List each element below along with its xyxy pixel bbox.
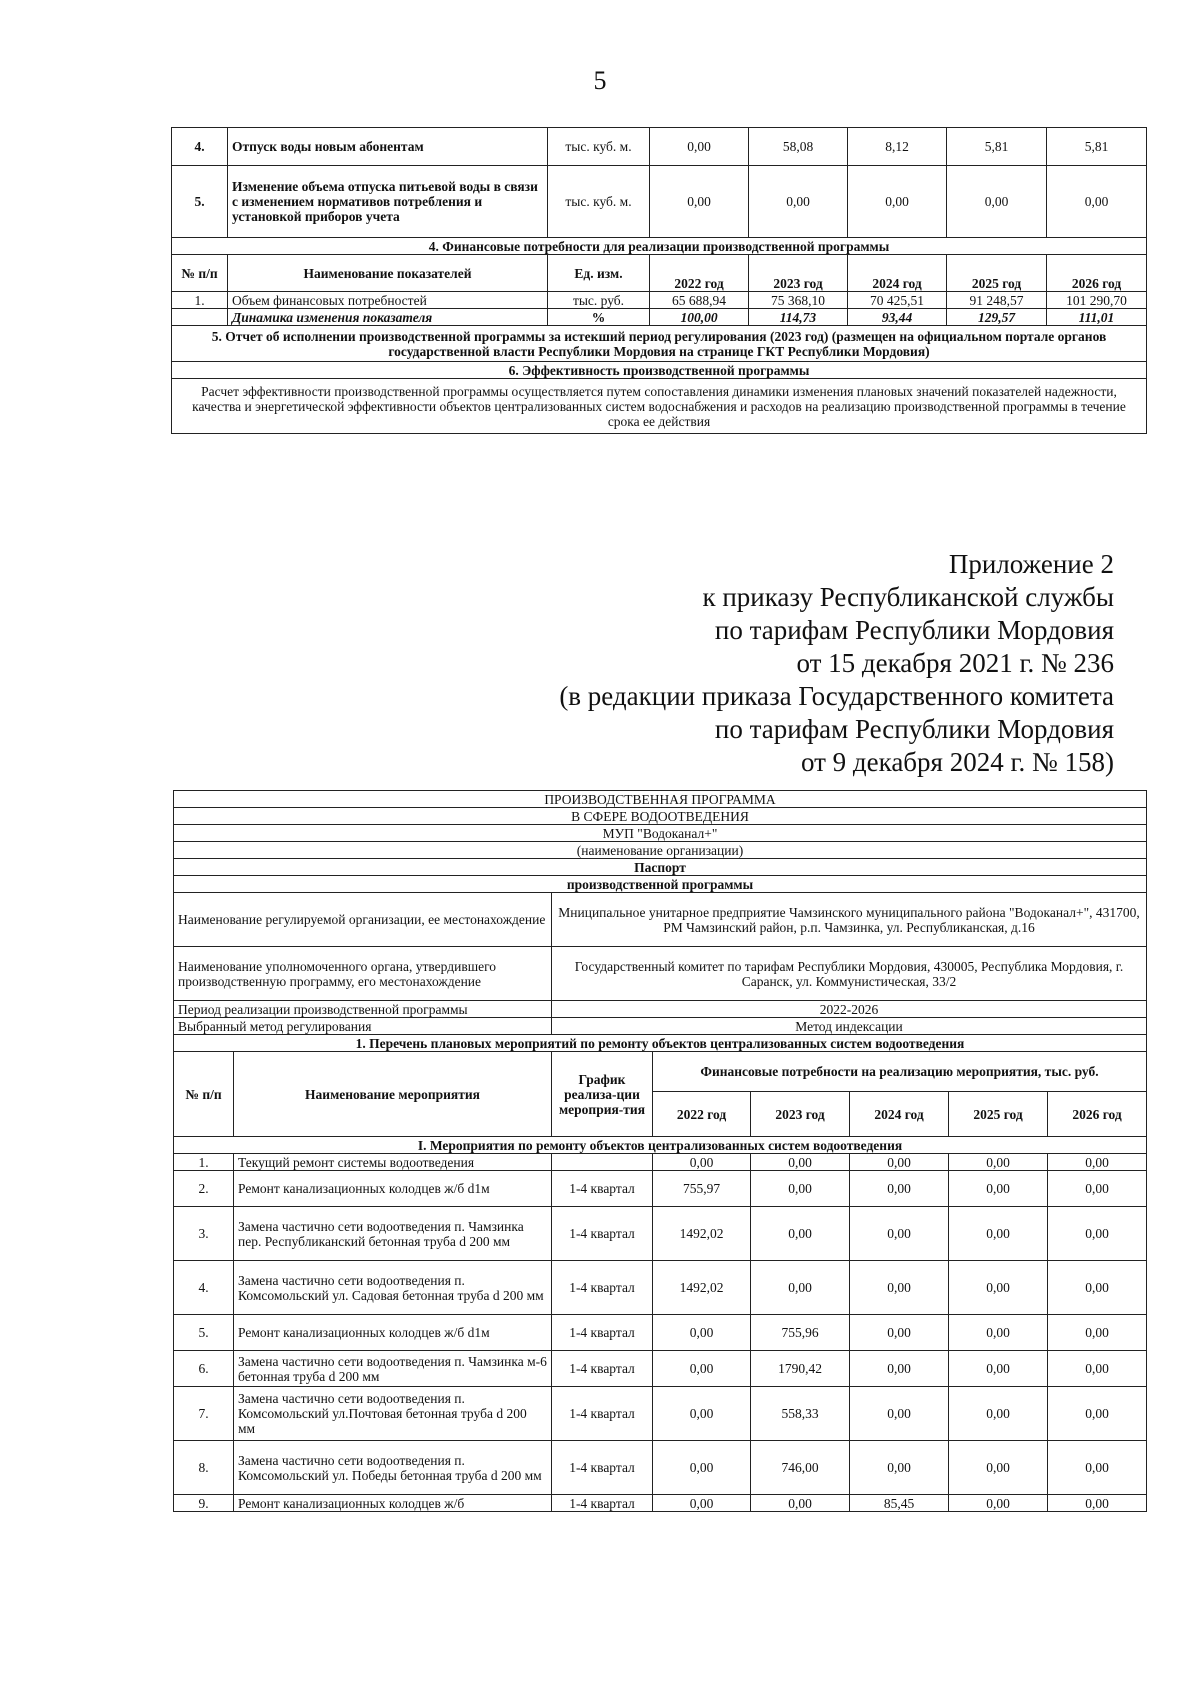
table-row xyxy=(172,292,1147,309)
table-row xyxy=(174,1154,1147,1171)
value-cell: 0,00 xyxy=(653,1315,751,1351)
section-title: 4. Финансовые потребности для реализации производственной программы xyxy=(172,238,1147,255)
indicator-name: Динамика изменения показателя xyxy=(228,309,548,326)
value-cell: 93,44 xyxy=(848,309,947,326)
value-cell: 746,00 xyxy=(751,1441,850,1495)
header-year: 2025 год xyxy=(947,255,1047,292)
appendix-line: Приложение 2 xyxy=(948,549,1114,579)
value-cell: 0,00 xyxy=(1048,1171,1147,1207)
top-table xyxy=(171,127,1147,434)
organization-name: МУП "Водоканал+" xyxy=(174,825,1147,842)
value-cell: 0,00 xyxy=(653,1387,751,1441)
passport-subtitle: производственной программы xyxy=(174,876,1147,893)
info-row xyxy=(174,1018,1147,1035)
schedule-cell: 1-4 квартал xyxy=(552,1171,653,1207)
activity-name: Замена частично сети водоотведения п. Комсомольский ул. Садовая бетонная труба d 200 мм xyxy=(234,1261,552,1315)
info-value: Государственный комитет по тарифам Республики Мордовия, 430005, Республика Мордовия, г. Саранск, ул. Коммунистическая, 33/2 xyxy=(552,947,1147,1001)
activity-name: Ремонт канализационных колодцев ж/б d1м xyxy=(234,1315,552,1351)
row-number: 6. xyxy=(174,1351,234,1387)
value-cell: 0,00 xyxy=(949,1261,1048,1315)
value-cell: 0,00 xyxy=(749,166,848,238)
value-cell: 0,00 xyxy=(850,1441,949,1495)
row-number: 4. xyxy=(172,128,228,166)
header-year: 2022 год xyxy=(650,255,749,292)
table-row xyxy=(174,1171,1147,1207)
header-year: 2024 год xyxy=(848,255,947,292)
value-cell: 755,97 xyxy=(653,1171,751,1207)
indicator-name: Отпуск воды новым абонентам xyxy=(228,128,548,166)
row-number: 2. xyxy=(174,1171,234,1207)
value-cell: 1790,42 xyxy=(751,1351,850,1387)
info-value: 2022-2026 xyxy=(552,1001,1147,1018)
activity-name: Текущий ремонт системы водоотведения xyxy=(234,1154,552,1171)
value-cell: 0,00 xyxy=(850,1387,949,1441)
program-subtitle: В СФЕРЕ ВОДООТВЕДЕНИЯ xyxy=(174,808,1147,825)
header-financial: Финансовые потребности на реализацию мероприятия, тыс. руб. xyxy=(653,1052,1147,1092)
header-year: 2024 год xyxy=(850,1092,949,1137)
value-cell: 0,00 xyxy=(850,1351,949,1387)
info-row xyxy=(174,893,1147,947)
table-row xyxy=(172,166,1147,238)
header-row xyxy=(174,1052,1147,1092)
value-cell: 0,00 xyxy=(949,1154,1048,1171)
value-cell: 0,00 xyxy=(653,1495,751,1512)
header-year: 2023 год xyxy=(749,255,848,292)
program-table xyxy=(173,790,1147,1512)
value-cell: 0,00 xyxy=(653,1154,751,1171)
row-number: 7. xyxy=(174,1387,234,1441)
value-cell: 58,08 xyxy=(749,128,848,166)
program-title: ПРОИЗВОДСТВЕННАЯ ПРОГРАММА xyxy=(174,791,1147,808)
value-cell: 5,81 xyxy=(947,128,1047,166)
table-row xyxy=(174,1441,1147,1495)
table-row xyxy=(174,1495,1147,1512)
appendix-line: от 15 декабря 2021 г. № 236 xyxy=(796,648,1114,678)
row-number: 5. xyxy=(172,166,228,238)
info-label: Период реализации производственной программы xyxy=(174,1001,552,1018)
value-cell: 0,00 xyxy=(1048,1351,1147,1387)
schedule-cell: 1-4 квартал xyxy=(552,1495,653,1512)
schedule-cell: 1-4 квартал xyxy=(552,1441,653,1495)
value-cell: 114,73 xyxy=(749,309,848,326)
value-cell: 70 425,51 xyxy=(848,292,947,309)
appendix-line: по тарифам Республики Мордовия xyxy=(714,615,1114,645)
value-cell: 75 368,10 xyxy=(749,292,848,309)
value-cell: 0,00 xyxy=(1048,1495,1147,1512)
value-cell: 0,00 xyxy=(1048,1441,1147,1495)
value-cell: 0,00 xyxy=(949,1171,1048,1207)
indicator-name: Изменение объема отпуска питьевой воды в связи с изменением нормативов потребления и установкой приборов учета xyxy=(228,166,548,238)
table-row xyxy=(174,1261,1147,1315)
section-row xyxy=(172,238,1147,255)
info-label: Выбранный метод регулирования xyxy=(174,1018,552,1035)
schedule-cell: 1-4 квартал xyxy=(552,1261,653,1315)
value-cell: 0,00 xyxy=(650,128,749,166)
info-row xyxy=(174,947,1147,1001)
value-cell: 1492,02 xyxy=(653,1207,751,1261)
header-year: 2026 год xyxy=(1048,1092,1147,1137)
section-row xyxy=(172,379,1147,434)
value-cell: 85,45 xyxy=(850,1495,949,1512)
info-value: Мниципальное унитарное предприятие Чамзинского муниципального района "Водоканал+", 431700, РМ Чамзинский район, р.п. Чамзинка, ул. Республиканская, д.16 xyxy=(552,893,1147,947)
value-cell: 0,00 xyxy=(1048,1261,1147,1315)
section-row xyxy=(172,362,1147,379)
activity-name: Ремонт канализационных колодцев ж/б xyxy=(234,1495,552,1512)
header-year: 2022 год xyxy=(653,1092,751,1137)
unit-cell: тыс. куб. м. xyxy=(548,128,650,166)
value-cell: 0,00 xyxy=(949,1495,1048,1512)
header-schedule: График реализа-ции мероприя-тия xyxy=(552,1052,653,1137)
appendix-line: к приказу Республиканской службы xyxy=(702,582,1114,612)
row-number: 5. xyxy=(174,1315,234,1351)
value-cell: 0,00 xyxy=(751,1207,850,1261)
section-title: 1. Перечень плановых мероприятий по ремонту объектов централизованных систем водоотведения xyxy=(174,1035,1147,1052)
row-number: 1. xyxy=(174,1154,234,1171)
row-number: 4. xyxy=(174,1261,234,1315)
value-cell: 0,00 xyxy=(1048,1154,1147,1171)
info-row xyxy=(174,1001,1147,1018)
table-row xyxy=(174,1315,1147,1351)
header-year: 2026 год xyxy=(1047,255,1147,292)
value-cell: 100,00 xyxy=(650,309,749,326)
schedule-cell xyxy=(552,1154,653,1171)
info-value: Метод индексации xyxy=(552,1018,1147,1035)
value-cell: 111,01 xyxy=(1047,309,1147,326)
section-title: 5. Отчет об исполнении производственной программы за истекший период регулирования (2023 год) (размещен на официальном портале органов государственной власти Республики Мордовия на странице ГКТ Республики Мордовия) xyxy=(172,326,1147,362)
value-cell: 0,00 xyxy=(653,1351,751,1387)
value-cell: 0,00 xyxy=(751,1154,850,1171)
section-title: 6. Эффективность производственной программы xyxy=(172,362,1147,379)
value-cell: 0,00 xyxy=(949,1351,1048,1387)
header-name: Наименование мероприятия xyxy=(234,1052,552,1137)
header-number: № п/п xyxy=(172,255,228,292)
appendix-heading xyxy=(559,548,1114,779)
table-row xyxy=(172,128,1147,166)
value-cell: 0,00 xyxy=(947,166,1047,238)
value-cell: 5,81 xyxy=(1047,128,1147,166)
activity-name: Замена частично сети водоотведения п. Комсомольский ул. Победы бетонная труба d 200 мм xyxy=(234,1441,552,1495)
activity-rows xyxy=(174,1154,1147,1512)
value-cell: 91 248,57 xyxy=(947,292,1047,309)
row-number: 1. xyxy=(172,292,228,309)
activity-name: Замена частично сети водоотведения п. Чамзинка м-6 бетонная труба d 200 мм xyxy=(234,1351,552,1387)
value-cell: 0,00 xyxy=(1048,1387,1147,1441)
value-cell: 0,00 xyxy=(751,1495,850,1512)
header-name: Наименование показателей xyxy=(228,255,548,292)
value-cell: 8,12 xyxy=(848,128,947,166)
appendix-line: (в редакции приказа Государственного комитета xyxy=(559,681,1114,711)
activity-name: Ремонт канализационных колодцев ж/б d1м xyxy=(234,1171,552,1207)
table-row xyxy=(174,1207,1147,1261)
activity-name: Замена частично сети водоотведения п. Чамзинка пер. Республиканский бетонная труба d 200 мм xyxy=(234,1207,552,1261)
value-cell: 0,00 xyxy=(653,1441,751,1495)
value-cell: 0,00 xyxy=(949,1387,1048,1441)
row-number: 9. xyxy=(174,1495,234,1512)
schedule-cell: 1-4 квартал xyxy=(552,1315,653,1351)
value-cell: 0,00 xyxy=(850,1171,949,1207)
unit-cell: % xyxy=(548,309,650,326)
value-cell: 0,00 xyxy=(949,1207,1048,1261)
value-cell: 0,00 xyxy=(949,1315,1048,1351)
value-cell: 0,00 xyxy=(850,1154,949,1171)
value-cell: 0,00 xyxy=(850,1207,949,1261)
header-unit: Ед. изм. xyxy=(548,255,650,292)
table-row xyxy=(174,1387,1147,1441)
row-number: 8. xyxy=(174,1441,234,1495)
unit-cell: тыс. куб. м. xyxy=(548,166,650,238)
passport-title: Паспорт xyxy=(174,859,1147,876)
page-number: 5 xyxy=(593,66,607,95)
table-row xyxy=(172,309,1147,326)
activity-name: Замена частично сети водоотведения п. Комсомольский ул.Почтовая бетонная труба d 200 мм xyxy=(234,1387,552,1441)
value-cell: 129,57 xyxy=(947,309,1047,326)
value-cell: 65 688,94 xyxy=(650,292,749,309)
value-cell: 1492,02 xyxy=(653,1261,751,1315)
value-cell: 0,00 xyxy=(650,166,749,238)
header-year: 2025 год xyxy=(949,1092,1048,1137)
schedule-cell: 1-4 квартал xyxy=(552,1207,653,1261)
header-row xyxy=(172,255,1147,292)
subsection-title: I. Мероприятия по ремонту объектов централизованных систем водоотведения xyxy=(174,1137,1147,1154)
value-cell: 0,00 xyxy=(850,1315,949,1351)
value-cell: 0,00 xyxy=(1048,1315,1147,1351)
section-row xyxy=(172,326,1147,362)
value-cell: 755,96 xyxy=(751,1315,850,1351)
value-cell: 0,00 xyxy=(850,1261,949,1315)
empty-cell xyxy=(172,309,228,326)
value-cell: 0,00 xyxy=(1048,1207,1147,1261)
unit-cell: тыс. руб. xyxy=(548,292,650,309)
header-number: № п/п xyxy=(174,1052,234,1137)
value-cell: 0,00 xyxy=(1047,166,1147,238)
value-cell: 101 290,70 xyxy=(1047,292,1147,309)
value-cell: 0,00 xyxy=(751,1261,850,1315)
schedule-cell: 1-4 квартал xyxy=(552,1387,653,1441)
value-cell: 0,00 xyxy=(848,166,947,238)
value-cell: 558,33 xyxy=(751,1387,850,1441)
header-year: 2023 год xyxy=(751,1092,850,1137)
value-cell: 0,00 xyxy=(751,1171,850,1207)
info-label: Наименование уполномоченного органа, утвердившего производственную программу, его местонахождение xyxy=(174,947,552,1001)
info-label: Наименование регулируемой организации, ее местонахождение xyxy=(174,893,552,947)
row-number: 3. xyxy=(174,1207,234,1261)
section-text: Расчет эффективности производственной программы осуществляется путем сопоставления динамики изменения плановых значений показателей надежности, качества и энергетической эффективности объектов централизованных систем водоснабжения и расходов на реализацию производственной программы в течение срока ее действия xyxy=(172,379,1147,434)
appendix-line: от 9 декабря 2024 г. № 158) xyxy=(800,747,1114,777)
appendix-line: по тарифам Республики Мордовия xyxy=(714,714,1114,744)
table-row xyxy=(174,1351,1147,1387)
schedule-cell: 1-4 квартал xyxy=(552,1351,653,1387)
value-cell: 0,00 xyxy=(949,1441,1048,1495)
indicator-name: Объем финансовых потребностей xyxy=(228,292,548,309)
organization-caption: (наименование организации) xyxy=(174,842,1147,859)
